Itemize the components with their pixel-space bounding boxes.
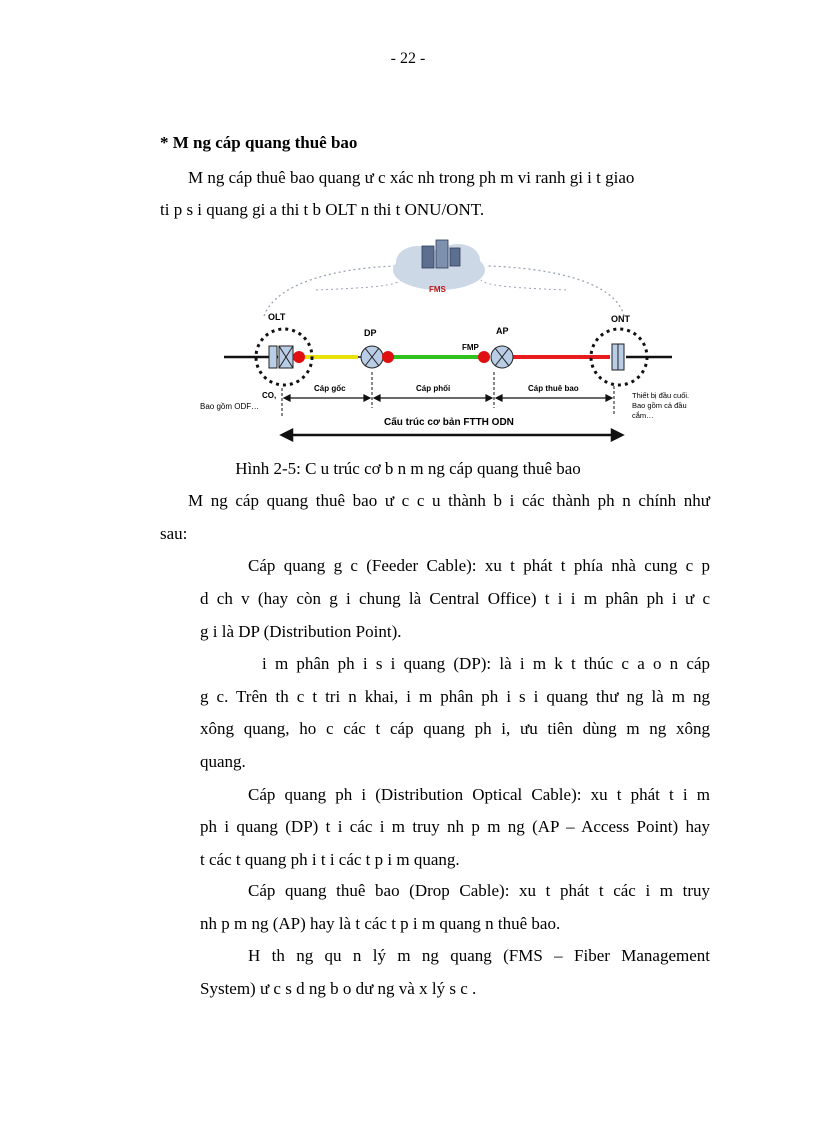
drop-cable-item-line-2: nh p m ng (AP) hay là t các t p i m quang n thuê bao. [200,914,561,933]
connector-fmp [478,351,490,363]
feeder-cable-label: Cáp gốc [314,384,346,393]
ftth-odn-diagram [186,228,718,448]
distribution-cable-item-line-3: t các t quang ph i t i các t p i m quang. [200,850,460,869]
ftth-odn-structure-label: Cấu trúc cơ bản FTTH ODN [384,417,514,428]
ont-description-3: cắm… [632,411,654,420]
ont-description-1: Thiết bị đầu cuối. [632,391,690,400]
ont-label: ONT [611,314,630,324]
composition-line-2: sau: [160,524,188,543]
feeder-cable-item-line-1: Cáp quang g c (Feeder Cable): xu t phát t phía nhà cung c p [248,556,710,575]
distribution-cable-label: Cáp phối [416,384,451,393]
distribution-cable-item-line-1: Cáp quang ph i (Distribution Optical Cable): xu t phát t i m [248,785,710,804]
co-label: CO, [262,391,277,400]
composition-line-1: M ng cáp quang thuê bao ư c c u thành b i các thành ph n chính như [188,491,710,510]
olt-label: OLT [268,312,286,322]
fms-item-line-1: H th ng qu n lý m ng quang (FMS – Fiber Management [248,946,710,965]
fms-item-line-2: System) ư c s d ng b o dư ng và x lý s c . [200,979,477,998]
dp-item-line-1: i m phân ph i s i quang (DP): là i m k t thúc c a o n cáp [262,654,710,673]
ap-label: AP [496,326,509,336]
feeder-cable-item-line-2: d ch v (hay còn g i chung là Central Office) t i i m phân ph i ư c [200,589,710,608]
figure-caption: Hình 2-5: C u trúc cơ b n m ng cáp quang thuê bao [235,459,581,478]
fmp-label: FMP [462,343,479,352]
drop-cable-item-line-1: Cáp quang thuê bao (Drop Cable): xu t phát t các i m truy [248,881,710,900]
dp-label: DP [364,328,377,338]
distribution-cable-item-line-2: ph i quang (DP) t i các i m truy nh p m ng (AP – Access Point) hay [200,817,710,836]
dp-item-line-2: g c. Trên th c t tri n khai, i m phân ph i s i quang thư ng là m ng [200,687,710,706]
co-description: Bao gồm ODF… [200,402,260,411]
feeder-cable-item-line-3: g i là DP (Distribution Point). [200,622,402,641]
connector-olt [293,351,305,363]
page-number: - 22 - [390,50,426,67]
dp-item-line-4: quang. [200,752,246,771]
fms-label: FMS [429,285,446,294]
dp-item-line-3: xông quang, ho c các t cáp quang ph i, ưu tiên dùng m ng xông [200,719,710,738]
section-heading: * M ng cáp quang thuê bao [160,133,358,152]
intro-line-2: ti p s i quang gi a thi t b OLT n thi t ONU/ONT. [160,200,485,219]
intro-line-1: M ng cáp thuê bao quang ư c xác nh trong ph m vi ranh gi i t giao [188,168,635,187]
ont-description-2: Bao gồm cả đầu [632,401,687,410]
connector-dp [382,351,394,363]
drop-cable-label: Cáp thuê bao [528,384,579,393]
